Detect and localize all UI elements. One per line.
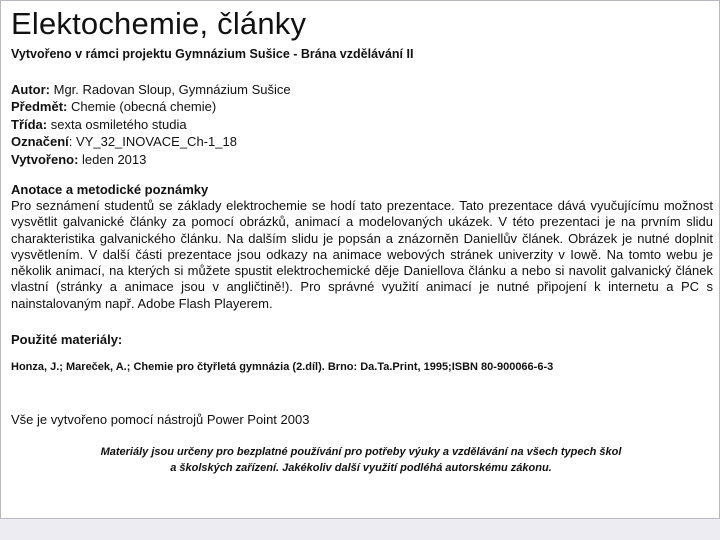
subject-row (11, 98, 291, 115)
class-value: sexta osmiletého studia (47, 116, 187, 132)
code-value: : VY_32_INOVACE_Ch-1_18 (68, 134, 237, 150)
created-value: leden 2013 (78, 151, 147, 167)
code-label: Označení (11, 134, 69, 150)
author-row (11, 81, 291, 98)
project-subtitle: Vytvořeno v rámci projektu Gymnázium Sušice - Brána vzdělávání II (11, 47, 414, 61)
license-notice (11, 444, 711, 476)
metadata-block (11, 81, 291, 168)
author-label: Autor: (11, 82, 50, 97)
created-row (11, 151, 291, 168)
materials-heading: Použité materiály: (11, 332, 123, 347)
annotation-body: Pro seznámení studentů se základy elektrochemie se hodí tato prezentace. Tato prezentace dává vyučujícímu možnost vysvětlit galvanické články za pomocí obrázků, animací a modelovaných ukázek. V této prezentaci je na prvním slidu charakteristika galvanického článku. Na dalším slidu je popsán a znázorněn Daniellův článek. Obrázek je nutné doplnit vysvětlením. V další části prezentace jsou odkazy na animace webových stránek univerzity v Iowě. Na tomto webu je několik animací, na kterých si můžete spustit elektrochemické děje Daniellova článku a nebo si navolit galvanický článek vlastní (stránky a animace jsou v angličtině!). Pro správné využití animací je nutné připojení k internetu a PC s nainstalovaným např. Adobe Flash Playerem. (11, 198, 713, 311)
author-value: Mgr. Radovan Sloup, Gymnázium Sušice (50, 82, 291, 97)
license-notice-line-2: a školských zařízení. Jakékoliv další využití podléhá autorskému zákonu. (170, 462, 552, 474)
class-row (11, 116, 291, 133)
subject-value: Chemie (obecná chemie) (67, 99, 217, 115)
made-with-note: Vše je vytvořeno pomocí nástrojů Power Point 2003 (11, 412, 310, 427)
license-notice-line-1: Materiály jsou určeny pro bezplatné používání pro potřeby výuky a vzdělávání na všech typech škol (100, 446, 622, 458)
code-row (11, 133, 291, 150)
class-label: Třída: (11, 116, 48, 132)
page-title: Elektochemie, články (11, 6, 307, 41)
subject-label: Předmět: (11, 99, 68, 115)
annotation-heading: Anotace a metodické poznámky (11, 182, 209, 197)
materials-citation: Honza, J.; Mareček, A.; Chemie pro čtyřletá gymnázia (2.díl). Brno: Da.Ta.Print, 1995;ISBN 80-900066-6-3 (11, 361, 554, 373)
bottom-band (0, 519, 720, 540)
created-label: Vytvořeno: (11, 151, 79, 167)
